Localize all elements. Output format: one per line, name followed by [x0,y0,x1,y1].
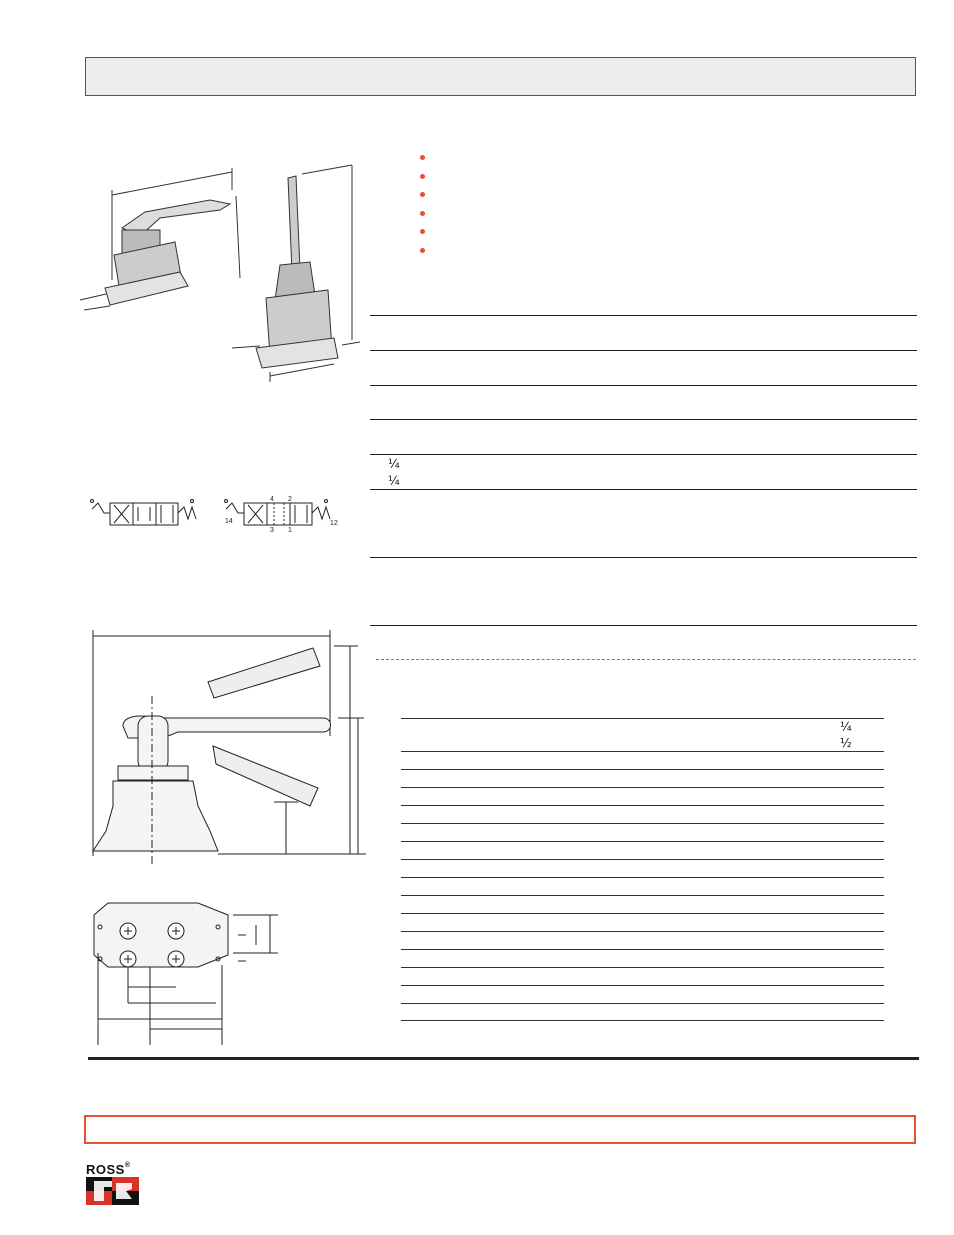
spec-divider [370,315,917,316]
port-label: 12 [330,520,338,527]
valve-product-illustration [70,160,370,390]
valve-symbol-right [222,493,347,533]
table-rule [401,718,884,719]
note-box [84,1115,916,1144]
table-rule [401,751,884,752]
table-rule [401,859,884,860]
port-label: 4 [270,496,274,503]
port-label: 1 [288,527,292,534]
spec-divider [370,385,917,386]
port-label: 3 [270,527,274,534]
valve-symbol-left [88,495,203,531]
port-size-fraction: ¼ [388,457,400,471]
table-rule [401,823,884,824]
table-rule [401,949,884,950]
spec-divider [370,489,917,490]
bullet-icon [420,248,425,253]
registered-mark: ® [124,1162,131,1169]
port-label: 14 [225,518,233,525]
list-item [420,187,900,206]
logo-wordmark: ROSS [86,1162,125,1177]
table-rule [401,895,884,896]
list-item [420,169,900,188]
header-bar [85,57,916,96]
table-rule [401,805,884,806]
feature-bullet-list [420,150,900,262]
port-size-fraction: ¼ [388,474,400,488]
table-rule [401,1020,884,1021]
brand-logo-text [86,1162,131,1177]
table-rule [401,1003,884,1004]
bullet-icon [420,192,425,197]
table-rule [401,913,884,914]
list-item [420,206,900,225]
spec-divider [370,625,917,626]
list-item [420,224,900,243]
spec-divider [370,454,917,455]
table-rule [401,769,884,770]
list-item [420,150,900,169]
table-header-fraction: ½ [840,736,852,750]
bullet-icon [420,174,425,179]
table-rule [401,877,884,878]
table-rule [401,931,884,932]
bullet-icon [420,155,425,160]
bullet-icon [420,229,425,234]
bullet-icon [420,211,425,216]
list-item [420,243,900,262]
table-header-fraction: ¼ [840,720,852,734]
valve-side-view-drawing [88,626,368,866]
ross-logo-icon [86,1177,139,1205]
spec-divider [370,557,917,558]
table-rule [401,985,884,986]
port-label: 2 [288,496,292,503]
section-separator [376,659,916,660]
spec-divider [370,350,917,351]
footer-rule [88,1057,919,1060]
valve-bottom-port-view-drawing [88,895,288,1055]
table-rule [401,787,884,788]
table-rule [401,967,884,968]
spec-divider [370,419,917,420]
table-rule [401,841,884,842]
